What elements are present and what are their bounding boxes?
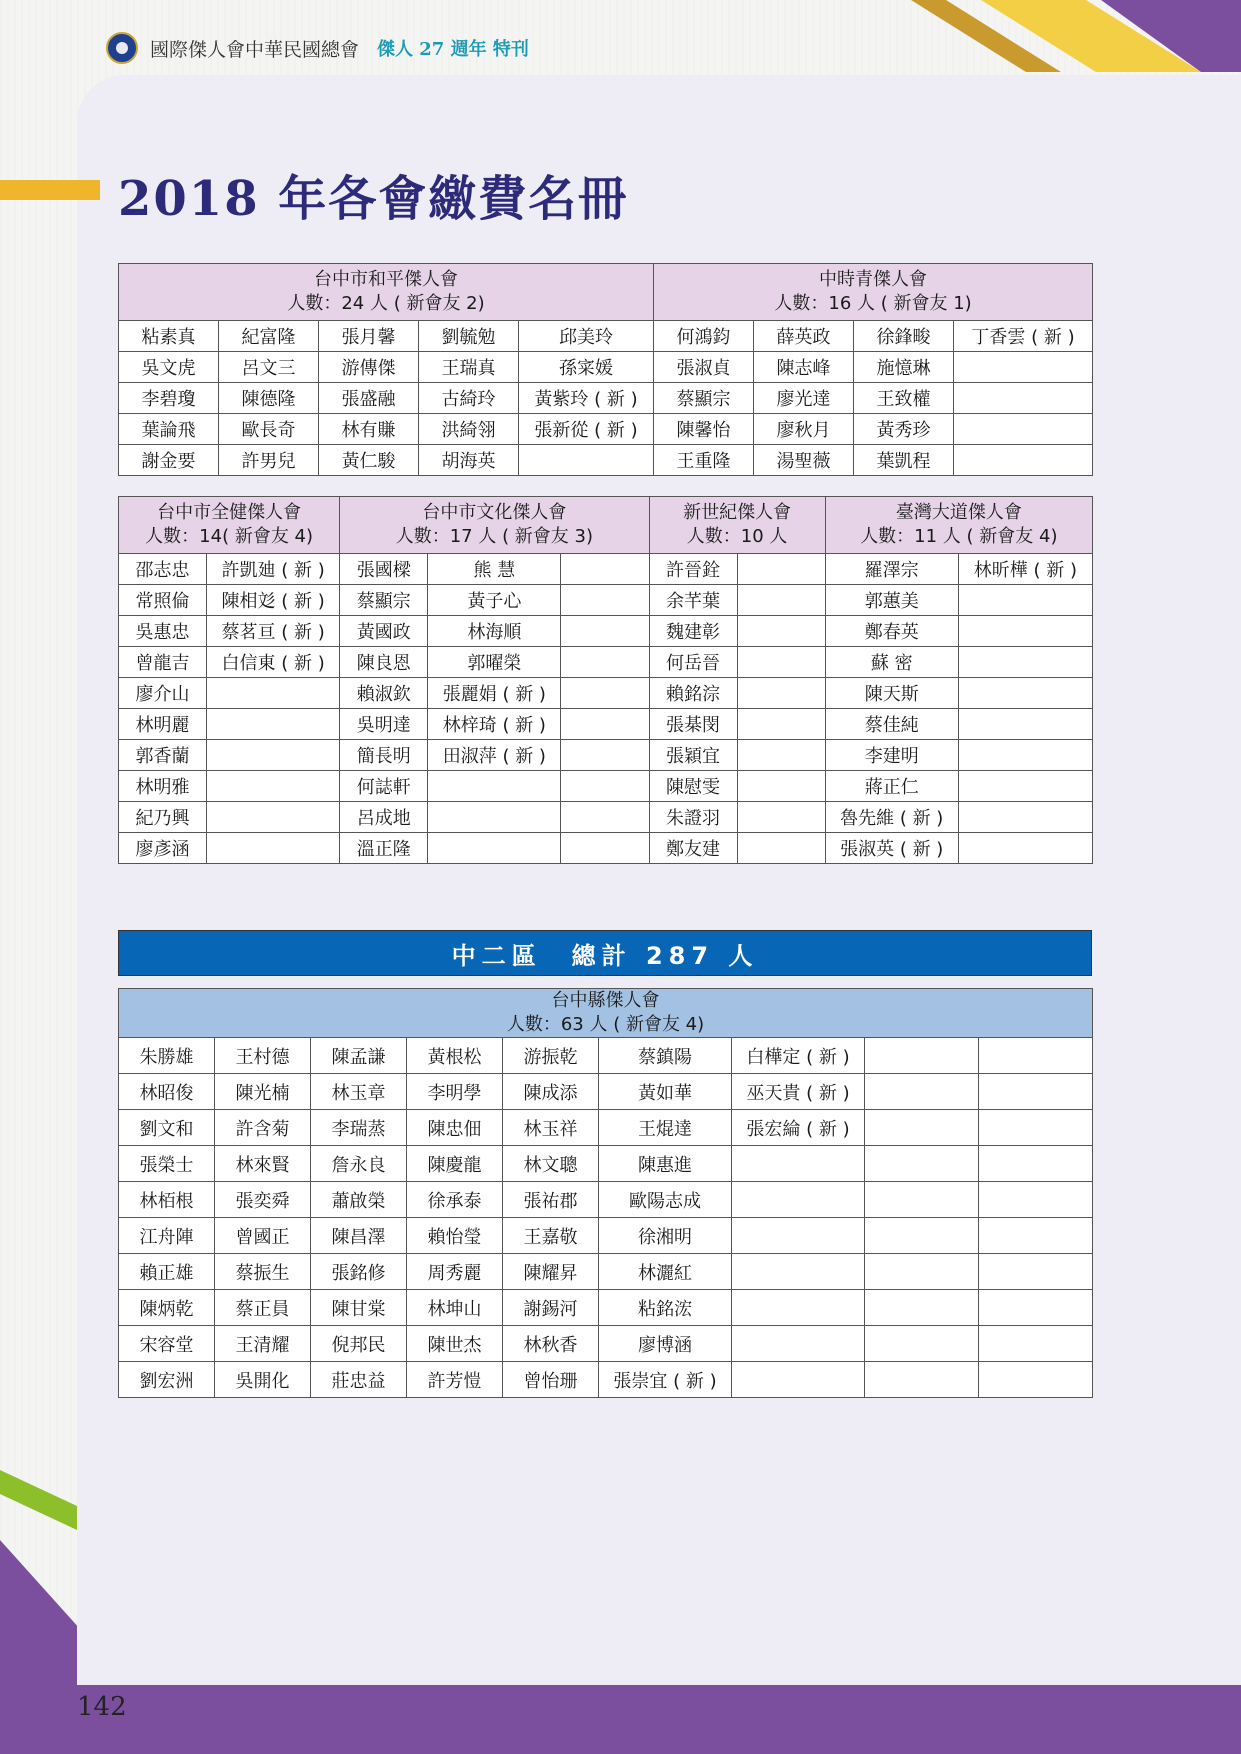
name-cell: 黃紫玲 ( 新 ) (519, 383, 654, 414)
club-name: 中時青傑人會 (819, 269, 928, 290)
name-cell: 胡海英 (419, 445, 519, 476)
name-cell: 林坤山 (407, 1290, 503, 1326)
name-cell (737, 740, 825, 771)
name-cell (865, 1146, 979, 1182)
name-cell: 張榮士 (119, 1146, 215, 1182)
name-cell: 呂成地 (340, 802, 428, 833)
club-header-xinshiji (649, 497, 825, 554)
table-row (119, 1074, 1093, 1110)
name-cell: 謝金要 (119, 445, 219, 476)
name-cell: 張祐郡 (503, 1182, 599, 1218)
name-cell (954, 352, 1093, 383)
name-cell: 詹永良 (311, 1146, 407, 1182)
name-cell: 王嘉敬 (503, 1218, 599, 1254)
club-name: 臺灣大道傑人會 (895, 502, 1022, 523)
page-header (106, 30, 529, 66)
name-cell: 游傳傑 (319, 352, 419, 383)
table-fee-list-1 (118, 263, 1093, 476)
name-cell: 王焜達 (599, 1110, 732, 1146)
name-cell: 呂文三 (219, 352, 319, 383)
table-row (119, 1182, 1093, 1218)
name-cell: 王重隆 (654, 445, 754, 476)
name-cell: 曾怡珊 (503, 1362, 599, 1398)
table-row (119, 833, 1093, 864)
table-row (119, 740, 1093, 771)
name-cell: 陳甘棠 (311, 1290, 407, 1326)
club-count: 人數：63 人 ( 新會友 4) (506, 1014, 705, 1035)
table-row (119, 709, 1093, 740)
name-cell: 劉文和 (119, 1110, 215, 1146)
table-row (119, 383, 1093, 414)
name-cell (207, 802, 340, 833)
club-name: 台中縣傑人會 (551, 990, 660, 1011)
name-cell: 巫天貴 ( 新 ) (732, 1074, 865, 1110)
name-cell (979, 1038, 1093, 1074)
name-cell (979, 1182, 1093, 1218)
name-cell: 蕭啟榮 (311, 1182, 407, 1218)
page-number: 142 (77, 1692, 127, 1722)
name-cell (954, 414, 1093, 445)
table-row (119, 1218, 1093, 1254)
name-cell (207, 771, 340, 802)
name-cell: 江舟陣 (119, 1218, 215, 1254)
name-cell (979, 1290, 1093, 1326)
name-cell: 莊忠益 (311, 1362, 407, 1398)
name-cell: 林有賺 (319, 414, 419, 445)
name-cell: 陳惠進 (599, 1146, 732, 1182)
name-cell: 陳慰雯 (649, 771, 737, 802)
club-name: 台中市文化傑人會 (422, 502, 567, 523)
name-cell: 吳開化 (215, 1362, 311, 1398)
name-cell (561, 709, 649, 740)
table-row (119, 1146, 1093, 1182)
name-cell: 郭蕙美 (825, 585, 958, 616)
name-cell: 林明雅 (119, 771, 207, 802)
name-cell: 張國樑 (340, 554, 428, 585)
name-cell: 陳忠佃 (407, 1110, 503, 1146)
name-cell: 張淑貞 (654, 352, 754, 383)
name-cell: 林來賢 (215, 1146, 311, 1182)
name-cell (979, 1254, 1093, 1290)
table-row (119, 1110, 1093, 1146)
name-cell (865, 1074, 979, 1110)
name-cell: 郭曜榮 (428, 647, 561, 678)
name-cell: 何鴻鈞 (654, 321, 754, 352)
name-cell: 張新從 ( 新 ) (519, 414, 654, 445)
table-row (119, 585, 1093, 616)
name-cell: 曾國正 (215, 1218, 311, 1254)
name-cell: 張棊閔 (649, 709, 737, 740)
name-cell (958, 833, 1092, 864)
name-cell (865, 1110, 979, 1146)
name-cell (958, 616, 1092, 647)
club-count: 人數：24 人 ( 新會友 2) (287, 293, 485, 314)
name-cell (958, 678, 1092, 709)
name-cell (865, 1038, 979, 1074)
name-cell (979, 1110, 1093, 1146)
name-cell (732, 1290, 865, 1326)
name-cell: 張月馨 (319, 321, 419, 352)
name-cell (737, 585, 825, 616)
name-cell (958, 709, 1092, 740)
name-cell: 鄭春英 (825, 616, 958, 647)
name-cell: 歐長奇 (219, 414, 319, 445)
table-row (119, 647, 1093, 678)
name-cell (737, 647, 825, 678)
name-cell: 劉宏洲 (119, 1362, 215, 1398)
name-cell: 陳孟謙 (311, 1038, 407, 1074)
name-cell: 廖介山 (119, 678, 207, 709)
name-cell: 施憶琳 (854, 352, 954, 383)
club-header-heping (119, 264, 654, 321)
name-cell (954, 445, 1093, 476)
club-count: 人數：16 人 ( 新會友 1) (774, 293, 972, 314)
name-cell (865, 1218, 979, 1254)
name-cell: 徐湘明 (599, 1218, 732, 1254)
name-cell: 蔡正員 (215, 1290, 311, 1326)
name-cell: 張盛融 (319, 383, 419, 414)
name-cell (979, 1146, 1093, 1182)
name-cell: 賴正雄 (119, 1254, 215, 1290)
name-cell (958, 585, 1092, 616)
name-cell (732, 1326, 865, 1362)
club-name: 台中市和平傑人會 (314, 269, 458, 290)
name-cell (207, 833, 340, 864)
name-cell: 許含菊 (215, 1110, 311, 1146)
name-cell: 李瑞蒸 (311, 1110, 407, 1146)
name-cell: 李明學 (407, 1074, 503, 1110)
name-cell (732, 1362, 865, 1398)
name-cell (561, 585, 649, 616)
name-cell: 廖光達 (754, 383, 854, 414)
name-cell (561, 616, 649, 647)
table-row (119, 1254, 1093, 1290)
name-cell: 周秀麗 (407, 1254, 503, 1290)
name-cell (865, 1362, 979, 1398)
name-cell (865, 1326, 979, 1362)
name-cell: 魏建彰 (649, 616, 737, 647)
name-cell: 丁香雲 ( 新 ) (954, 321, 1093, 352)
club-name: 台中市全健傑人會 (157, 502, 302, 523)
table-row (119, 1326, 1093, 1362)
name-cell: 陳光楠 (215, 1074, 311, 1110)
issue-label: 傑人 27 週年 特刊 (377, 39, 529, 60)
name-cell: 李建明 (825, 740, 958, 771)
name-cell: 李碧瓊 (119, 383, 219, 414)
name-cell: 邱美玲 (519, 321, 654, 352)
name-cell: 林昕樺 ( 新 ) (958, 554, 1092, 585)
org-logo-icon (106, 32, 138, 64)
name-cell: 賴銘淙 (649, 678, 737, 709)
name-cell (428, 802, 561, 833)
name-cell: 陳世杰 (407, 1326, 503, 1362)
name-cell: 許晉銓 (649, 554, 737, 585)
name-cell (737, 554, 825, 585)
name-cell: 魯先維 ( 新 ) (825, 802, 958, 833)
name-cell: 林玉章 (311, 1074, 407, 1110)
name-cell: 林昭俊 (119, 1074, 215, 1110)
name-cell (958, 740, 1092, 771)
name-cell: 何誌軒 (340, 771, 428, 802)
name-cell: 蔡顯宗 (340, 585, 428, 616)
name-cell: 吳文虎 (119, 352, 219, 383)
name-cell: 湯聖薇 (754, 445, 854, 476)
name-cell: 倪邦民 (311, 1326, 407, 1362)
name-cell (207, 678, 340, 709)
name-cell: 黃秀珍 (854, 414, 954, 445)
name-cell: 劉毓勉 (419, 321, 519, 352)
name-cell: 王瑞真 (419, 352, 519, 383)
district-total-banner: 中二區 總計 287 人 (118, 930, 1092, 976)
name-cell: 白樺定 ( 新 ) (732, 1038, 865, 1074)
name-cell: 宋容堂 (119, 1326, 215, 1362)
name-cell: 蔣正仁 (825, 771, 958, 802)
name-cell: 陳相彣 ( 新 ) (207, 585, 340, 616)
name-cell: 粘素真 (119, 321, 219, 352)
name-cell: 張奕舜 (215, 1182, 311, 1218)
club-header-zhongshiqing (654, 264, 1093, 321)
name-cell: 邵志忠 (119, 554, 207, 585)
name-cell: 吳惠忠 (119, 616, 207, 647)
name-cell: 蔡振生 (215, 1254, 311, 1290)
name-cell: 張穎宜 (649, 740, 737, 771)
name-cell: 黃根松 (407, 1038, 503, 1074)
club-count: 人數：11 人 ( 新會友 4) (860, 526, 1058, 547)
table-row (119, 1290, 1093, 1326)
name-cell (561, 678, 649, 709)
name-cell (428, 771, 561, 802)
name-cell (561, 647, 649, 678)
name-cell: 王清耀 (215, 1326, 311, 1362)
name-cell: 林明麗 (119, 709, 207, 740)
club-count: 人數：14( 新會友 4) (145, 526, 314, 547)
table-row (119, 352, 1093, 383)
name-cell: 王致權 (854, 383, 954, 414)
title-accent-bar (0, 180, 100, 200)
name-cell: 陳天斯 (825, 678, 958, 709)
name-cell (732, 1146, 865, 1182)
name-cell (428, 833, 561, 864)
name-cell: 溫正隆 (340, 833, 428, 864)
name-cell: 孫寀媛 (519, 352, 654, 383)
name-cell: 陳炳乾 (119, 1290, 215, 1326)
name-cell (737, 678, 825, 709)
name-cell: 陳馨怡 (654, 414, 754, 445)
name-cell: 洪綺翎 (419, 414, 519, 445)
name-cell: 廖彥涵 (119, 833, 207, 864)
name-cell: 蔡佳純 (825, 709, 958, 740)
name-cell: 黃如華 (599, 1074, 732, 1110)
name-cell: 張銘修 (311, 1254, 407, 1290)
name-cell: 余芊葉 (649, 585, 737, 616)
name-cell: 古綺玲 (419, 383, 519, 414)
name-cell: 蔡茗亘 ( 新 ) (207, 616, 340, 647)
name-cell: 蔡鎮陽 (599, 1038, 732, 1074)
name-cell: 林文聰 (503, 1146, 599, 1182)
footer-bar (77, 1685, 1241, 1754)
name-cell: 羅澤宗 (825, 554, 958, 585)
name-cell: 黃子心 (428, 585, 561, 616)
name-cell: 陳慶龍 (407, 1146, 503, 1182)
name-cell: 薛英政 (754, 321, 854, 352)
name-cell (954, 383, 1093, 414)
table-row (119, 616, 1093, 647)
name-cell: 張麗娟 ( 新 ) (428, 678, 561, 709)
name-cell: 常照倫 (119, 585, 207, 616)
name-cell (207, 709, 340, 740)
name-cell: 田淑萍 ( 新 ) (428, 740, 561, 771)
name-cell (737, 771, 825, 802)
table-row (119, 771, 1093, 802)
name-cell: 蘇 密 (825, 647, 958, 678)
table-row (119, 678, 1093, 709)
name-cell: 陳志峰 (754, 352, 854, 383)
name-cell (732, 1182, 865, 1218)
name-cell (737, 616, 825, 647)
name-cell: 紀乃興 (119, 802, 207, 833)
name-cell: 黃仁駿 (319, 445, 419, 476)
name-cell: 林秋香 (503, 1326, 599, 1362)
name-cell: 林栢根 (119, 1182, 215, 1218)
table-fee-list-3 (118, 988, 1093, 1398)
club-header-wenhua (340, 497, 649, 554)
name-cell: 張宏綸 ( 新 ) (732, 1110, 865, 1146)
name-cell: 徐承泰 (407, 1182, 503, 1218)
name-cell: 郭香蘭 (119, 740, 207, 771)
table-row (119, 445, 1093, 476)
name-cell (561, 740, 649, 771)
name-cell (865, 1182, 979, 1218)
name-cell: 葉論飛 (119, 414, 219, 445)
decor-top-stripes (901, 0, 1241, 72)
name-cell: 林灑紅 (599, 1254, 732, 1290)
name-cell: 林梓琦 ( 新 ) (428, 709, 561, 740)
name-cell: 謝錫河 (503, 1290, 599, 1326)
name-cell: 朱證羽 (649, 802, 737, 833)
name-cell (958, 647, 1092, 678)
name-cell: 張淑英 ( 新 ) (825, 833, 958, 864)
table-row (119, 414, 1093, 445)
name-cell: 張崇宜 ( 新 ) (599, 1362, 732, 1398)
name-cell: 吳明達 (340, 709, 428, 740)
table-fee-list-2 (118, 496, 1093, 864)
name-cell: 紀富隆 (219, 321, 319, 352)
club-header-quanjian (119, 497, 340, 554)
name-cell: 徐鋒畯 (854, 321, 954, 352)
name-cell: 朱勝雄 (119, 1038, 215, 1074)
name-cell: 王村德 (215, 1038, 311, 1074)
name-cell: 許男兒 (219, 445, 319, 476)
name-cell: 陳良恩 (340, 647, 428, 678)
club-header-taichung-county (119, 989, 1093, 1038)
name-cell (207, 740, 340, 771)
table-row (119, 554, 1093, 585)
table-row (119, 321, 1093, 352)
name-cell: 歐陽志成 (599, 1182, 732, 1218)
name-cell (732, 1218, 865, 1254)
name-cell (979, 1362, 1093, 1398)
name-cell: 陳德隆 (219, 383, 319, 414)
name-cell: 賴淑欽 (340, 678, 428, 709)
name-cell: 廖博涵 (599, 1326, 732, 1362)
table-row (119, 1362, 1093, 1398)
table-row (119, 1038, 1093, 1074)
name-cell (979, 1218, 1093, 1254)
name-cell (979, 1074, 1093, 1110)
name-cell: 陳耀昇 (503, 1254, 599, 1290)
name-cell (561, 833, 649, 864)
name-cell: 白信東 ( 新 ) (207, 647, 340, 678)
club-name: 新世紀傑人會 (683, 502, 792, 523)
name-cell (737, 802, 825, 833)
page-title: 2018 年各會繳費名冊 (118, 171, 629, 227)
club-header-taiwan-dadao (825, 497, 1092, 554)
name-cell: 許凱廸 ( 新 ) (207, 554, 340, 585)
name-cell (865, 1290, 979, 1326)
club-count: 人數：17 人 ( 新會友 3) (395, 526, 594, 547)
name-cell: 林玉祥 (503, 1110, 599, 1146)
name-cell: 游振乾 (503, 1038, 599, 1074)
name-cell: 蔡顯宗 (654, 383, 754, 414)
name-cell (561, 802, 649, 833)
name-cell: 黃國政 (340, 616, 428, 647)
name-cell: 許芳愷 (407, 1362, 503, 1398)
name-cell: 鄭友建 (649, 833, 737, 864)
club-count: 人數：10 人 (686, 526, 788, 547)
name-cell: 簡長明 (340, 740, 428, 771)
name-cell: 曾龍吉 (119, 647, 207, 678)
name-cell (732, 1254, 865, 1290)
name-cell (561, 771, 649, 802)
org-name: 國際傑人會中華民國總會 (150, 38, 360, 61)
name-cell: 賴怡瑩 (407, 1218, 503, 1254)
name-cell: 林海順 (428, 616, 561, 647)
name-cell (979, 1326, 1093, 1362)
name-cell: 廖秋月 (754, 414, 854, 445)
name-cell: 何岳晉 (649, 647, 737, 678)
name-cell (519, 445, 654, 476)
name-cell (561, 554, 649, 585)
name-cell: 陳昌澤 (311, 1218, 407, 1254)
name-cell: 陳成添 (503, 1074, 599, 1110)
name-cell (958, 802, 1092, 833)
name-cell (958, 771, 1092, 802)
name-cell (737, 833, 825, 864)
name-cell: 粘銘浤 (599, 1290, 732, 1326)
name-cell: 葉凱程 (854, 445, 954, 476)
name-cell (737, 709, 825, 740)
name-cell (865, 1254, 979, 1290)
name-cell: 熊 慧 (428, 554, 561, 585)
table-row (119, 802, 1093, 833)
